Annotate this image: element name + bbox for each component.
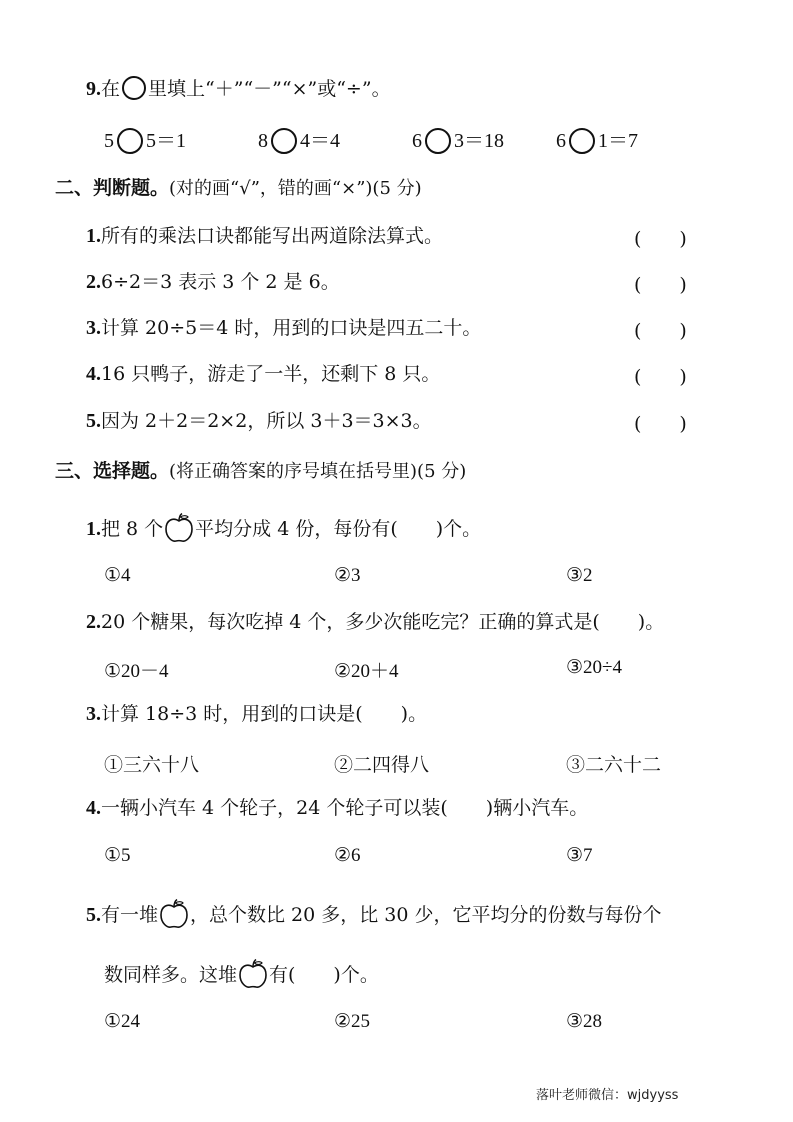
- answer-bracket[interactable]: ( ): [634, 413, 687, 435]
- answer-circle[interactable]: [425, 128, 451, 154]
- choice-option[interactable]: ①三六十八: [104, 755, 200, 776]
- q9-equation: 5 5＝1: [104, 130, 186, 152]
- choice-question: 1.把 8 个 平均分成 4 份，每份有( )个。: [86, 512, 481, 544]
- apple-icon: [163, 512, 195, 544]
- section2-heading: [55, 176, 422, 201]
- choice-option[interactable]: ③二六十二: [566, 755, 662, 776]
- choice-question: 4.一辆小汽车 4 个轮子，24 个轮子可以装( )辆小汽车。: [86, 797, 589, 819]
- choice-question: 2.20 个糖果，每次吃掉 4 个，多少次能吃完？正确的算式是( )。: [86, 611, 665, 633]
- section3-title: 三、选择题。: [55, 460, 170, 482]
- apple-icon: [237, 958, 269, 990]
- judge-item: 3.计算 20÷5＝4 时，用到的口诀是四五二十。: [86, 317, 482, 339]
- choice-option[interactable]: ②6: [334, 845, 361, 866]
- answer-bracket[interactable]: ( ): [634, 320, 687, 342]
- answer-bracket[interactable]: ( ): [634, 366, 687, 388]
- q9-equation: 8 4＝4: [258, 130, 340, 152]
- choice-option[interactable]: ③2: [566, 565, 593, 586]
- choice-option[interactable]: ③28: [566, 1011, 603, 1032]
- q9-equation: 6 1＝7: [556, 130, 638, 152]
- answer-circle[interactable]: [569, 128, 595, 154]
- footer-watermark: 落叶老师微信：wjdyyss: [536, 1088, 679, 1103]
- q9-equation: 6 3＝18: [412, 130, 504, 152]
- q9-pre: 在: [101, 78, 121, 100]
- choice-option[interactable]: ①4: [104, 565, 131, 586]
- answer-circle[interactable]: [271, 128, 297, 154]
- choice-option[interactable]: ①24: [104, 1011, 141, 1032]
- choice-option[interactable]: ②3: [334, 565, 361, 586]
- section2-title: 二、判断题。: [55, 177, 170, 199]
- choice-question-line2: 数同样多。这堆 有( )个。: [104, 958, 379, 990]
- judge-item: 1.所有的乘法口诀都能写出两道除法算式。: [86, 225, 444, 247]
- q9-instruction: [86, 76, 391, 101]
- choice-option[interactable]: ③7: [566, 845, 593, 866]
- choice-option[interactable]: ②二四得八: [334, 755, 430, 776]
- q9-number: 9.: [86, 78, 101, 100]
- q9-post: 里填上“＋”“－”“×”或“÷”。: [148, 78, 391, 100]
- answer-bracket[interactable]: ( ): [634, 228, 687, 250]
- answer-bracket[interactable]: ( ): [634, 274, 687, 296]
- apple-icon: [158, 898, 190, 930]
- judge-item: 4.16 只鸭子，游走了一半，还剩下 8 只。: [86, 363, 441, 385]
- section2-note: (对的画“√”，错的画“×”)(5 分): [169, 178, 422, 199]
- choice-option[interactable]: ②20＋4: [334, 661, 399, 682]
- judge-item: 2.6÷2＝3 表示 3 个 2 是 6。: [86, 271, 340, 293]
- judge-item: 5.因为 2＋2＝2×2，所以 3＋3＝3×3。: [86, 410, 432, 432]
- choice-option[interactable]: ②25: [334, 1011, 371, 1032]
- choice-question: 3.计算 18÷3 时，用到的口诀是( )。: [86, 703, 428, 725]
- choice-option[interactable]: ①5: [104, 845, 131, 866]
- choice-question: 5.有一堆 ，总个数比 20 多，比 30 少，它平均分的份数与每份个: [86, 898, 662, 930]
- choice-option[interactable]: ③20÷4: [566, 657, 622, 678]
- choice-option[interactable]: ①20－4: [104, 661, 169, 682]
- section3-heading: [55, 459, 466, 484]
- answer-circle[interactable]: [117, 128, 143, 154]
- blank-circle-icon: [122, 76, 146, 100]
- section3-note: (将正确答案的序号填在括号里)(5 分): [169, 461, 467, 482]
